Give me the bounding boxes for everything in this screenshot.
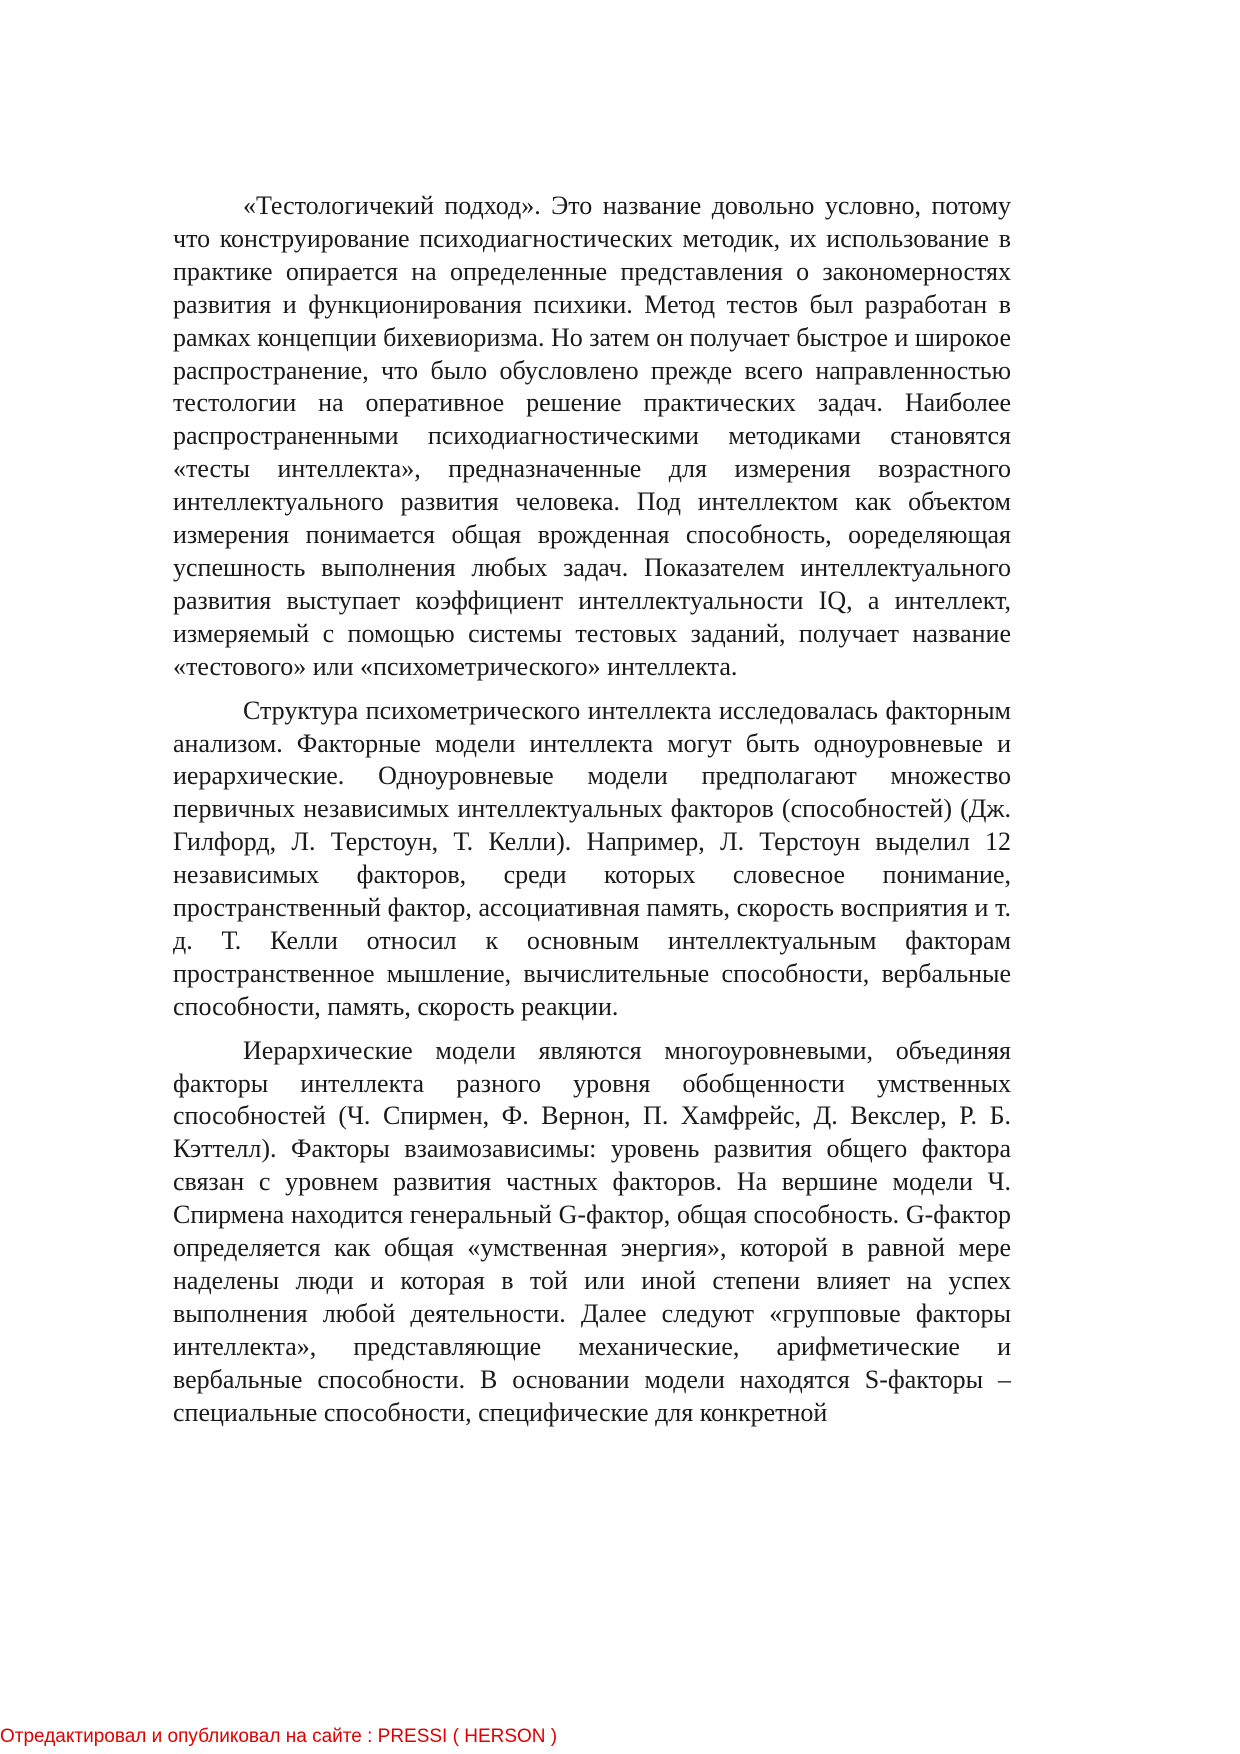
paragraph-hierarchical-models: Иерархические модели являются многоуровневыми, объединяя факторы интеллекта разного уровня обобщенности умственных способностей (Ч. Спирмен, Ф. Вернон, П. Хамфрейс, Д. Векслер, Р. Б. Кэттелл). Факторы взаимозависимы: уровень развития общего фактора связан с уровнем развития частных факторов. На вершине модели Ч. Спирмена находится генеральный G-фактор, общая способность. G-фактор определяется как общая «умственная энергия», которой в равной мере наделены люди и которая в той или иной степени влияет на успех выполнения любой деятельности. Далее следуют «групповые факторы интеллекта», представляющие механические, арифметические и вербальные способности. В основании модели находятся S-факторы – специальные способности, специфические для конкретной	[173, 1035, 1011, 1427]
paragraph-psychometric-structure: Структура психометрического интеллекта исследовалась факторным анализом. Факторные модели интеллекта могут быть одноуровневые и иерархические. Одноуровневые модели предполагают множество первичных независимых интеллектуальных факторов (способностей) (Дж. Гилфорд, Л. Терстоун, Т. Келли). Например, Л. Терстоун выделил 12 независимых факторов, среди которых словесное понимание, пространственный фактор, ассоциативная память, скорость восприятия и т. д. Т. Келли относил к основным интеллектуальным факторам пространственное мышление, вычислительные способности, вербальные способности, память, скорость реакции.	[173, 695, 1011, 1021]
document-body	[173, 190, 1011, 1441]
paragraph-testological-approach: «Тестологичекий подход». Это название довольно условно, потому что конструирование психодиагностических методик, их использование в практике опирается на определенные представления о закономерностях развития и функционирования психики. Метод тестов был разработан в рамках концепции бихевиоризма. Но затем он получает быстрое и широкое распространение, что было обусловлено прежде всего направленностью тестологии на оперативное решение практических задач. Наиболее распространенными психодиагностическими методиками становятся «тесты интеллекта», предназначенные для измерения возрастного интеллектуального развития человека. Под интеллектом как объектом измерения понимается общая врожденная способность, ооределяющая успешность выполнения любых задач. Показателем интеллектуального развития выступает коэффициент интеллектуальности IQ, а интеллект, измеряемый с помощью системы тестовых заданий, получает название «тестового» или «психометрического» интеллекта.	[173, 191, 1012, 681]
publisher-footer-note: Отредактировал и опубликовал на сайте : PRESSI ( HERSON )	[0, 1726, 558, 1747]
